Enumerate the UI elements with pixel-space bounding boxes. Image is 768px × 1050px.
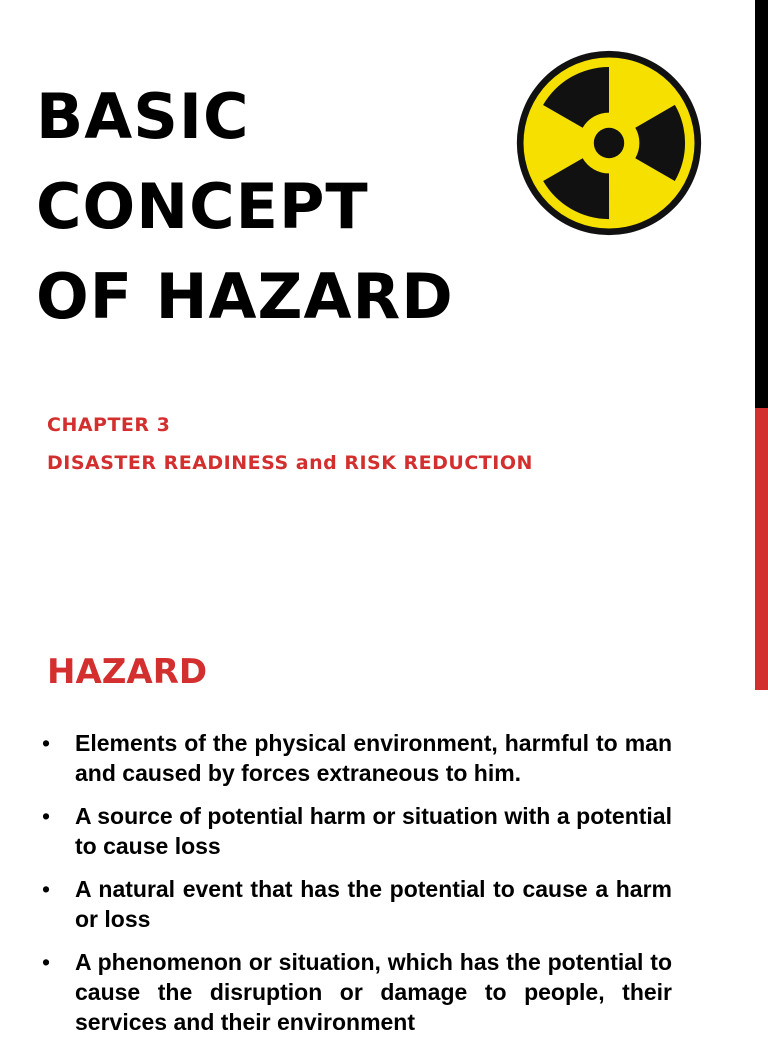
radiation-symbol-icon [514,48,704,238]
right-edge-bar-black [755,0,768,408]
right-edge-bar-red [755,408,768,690]
list-item: • A source of potential harm or situation with a potential to cause loss [42,801,672,861]
chapter-label: CHAPTER 3 [47,414,171,436]
list-item: • A natural event that has the potential to cause a harm or loss [42,874,672,934]
definition-list [42,728,672,1050]
slide-subtitle [47,406,533,482]
section-heading: HAZARD [47,652,208,692]
slide-title [36,72,454,342]
title-line-2: CONCEPT [36,170,369,243]
course-label: DISASTER READINESS and RISK REDUCTION [47,452,533,474]
list-item: • A phenomenon or situation, which has the potential to cause the disruption or damage to people, their services and their environment [42,947,672,1037]
list-item: • Elements of the physical environment, harmful to man and caused by forces extraneous to him. [42,728,672,788]
title-line-3: OF HAZARD [36,260,454,333]
title-line-1: BASIC [36,80,250,153]
